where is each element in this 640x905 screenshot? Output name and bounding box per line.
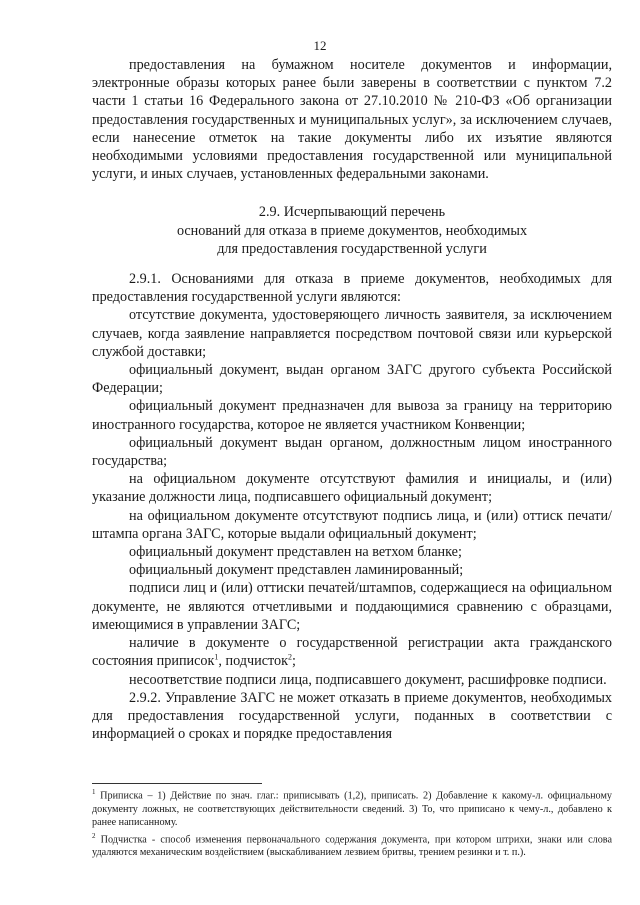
list-item-text-a: наличие в документе о государственной регистрации акта гражданского состояния приписок bbox=[92, 635, 612, 670]
footnote-ref-1[interactable]: 1 bbox=[214, 652, 219, 662]
list-item-text-b: , подчисток bbox=[218, 653, 289, 670]
heading-line-1: 2.9. Исчерпывающий перечень bbox=[258, 204, 446, 221]
paragraph-2-9-1: 2.9.1. Основаниями для отказа в приеме документов, необходимых для предоставления государственной услуги являются: bbox=[92, 271, 612, 306]
list-item: отсутствие документа, удостоверяющего личность заявителя, за исключением случаев, когда заявление направляется посредством почтовой связи или курьерской службой доставки; bbox=[92, 307, 612, 360]
footnote-1 bbox=[92, 786, 612, 830]
heading-line-3: для предоставления государственной услуги bbox=[217, 240, 487, 257]
list-item: официальный документ выдан органом, должностным лицом иностранного государства; bbox=[92, 434, 612, 470]
section-heading bbox=[92, 203, 612, 258]
footnote-ref-2[interactable]: 2 bbox=[288, 652, 293, 662]
list-item: на официальном документе отсутствуют фамилия и инициалы, и (или) указание должности лица, подписавшего официальный документ; bbox=[92, 471, 612, 506]
list-item: несоответствие подписи лица, подписавшего документ, расшифровке подписи. bbox=[129, 671, 607, 688]
footnote-1-text: Приписка – 1) Действие по знач. глаг.: приписывать (1,2), приписать. 2) Добавление к какому-л. официальному документу ложных, не соответствующих действительности сведений. 3) То, что приписано к чему-л., добавлено к ранее написанному. bbox=[92, 790, 612, 829]
list-item: на официальном документе отсутствуют подпись лица, и (или) оттиск печати/штампа органа ЗАГС, которые выдали официальный документ; bbox=[92, 507, 612, 542]
list-item: официальный документ предназначен для вывоза за границу на территорию иностранного государства, которое не является участником Конвенции; bbox=[92, 398, 612, 433]
footnotes bbox=[92, 786, 612, 860]
heading-line-2: оснований для отказа в приеме документов, необходимых bbox=[176, 222, 528, 239]
list-item: подписи лиц и (или) оттиски печатей/штампов, содержащиеся на официальном документе, не являются отчетливыми и поддающимися сравнению с образцами, имеющимися в управлении ЗАГС; bbox=[92, 580, 612, 633]
list-item: официальный документ представлен на ветхом бланке; bbox=[129, 544, 462, 561]
footnote-2-text: Подчистка - способ изменения первоначального содержания документа, при котором штрихи, знаки или слова удаляются механическим воздействием (выскабливанием лезвием бритвы, трением резинки и т. п.). bbox=[92, 834, 612, 859]
body-text bbox=[92, 56, 612, 743]
list-item-with-footnotes bbox=[92, 634, 612, 670]
list-item: официальный документ, выдан органом ЗАГС другого субъекта Российской Федерации; bbox=[92, 362, 612, 397]
page-number: 12 bbox=[313, 38, 327, 53]
paragraph-2-9-2: 2.9.2. Управление ЗАГС не может отказать в приеме документов, необходимых для предоставления государственной услуги, поданных в соответствии с информацией о сроках и порядке предоставления bbox=[92, 689, 612, 743]
list-item: официальный документ представлен ламинированный; bbox=[129, 562, 464, 579]
footnote-1-mark: 1 bbox=[92, 788, 96, 796]
footnote-divider bbox=[92, 783, 262, 784]
footnote-2 bbox=[92, 830, 612, 860]
intro-paragraph: предоставления на бумажном носителе документов и информации, электронные образы которых ранее были заверены в соответствии с пунктом 7.2 части 1 статьи 16 Федерального закона от 27.10.2010 № 210-ФЗ «Об организации предоставления государственных и муниципальных услуг», за исключением случаев, если нанесение отметок на такие документы либо их изъятие являются необходимыми условиями предоставления государственной или муниципальной услуги, и иных случаев, установленных федеральными законами. bbox=[92, 57, 612, 183]
list-item-text-c: ; bbox=[292, 653, 296, 670]
footnote-2-mark: 2 bbox=[92, 831, 96, 840]
